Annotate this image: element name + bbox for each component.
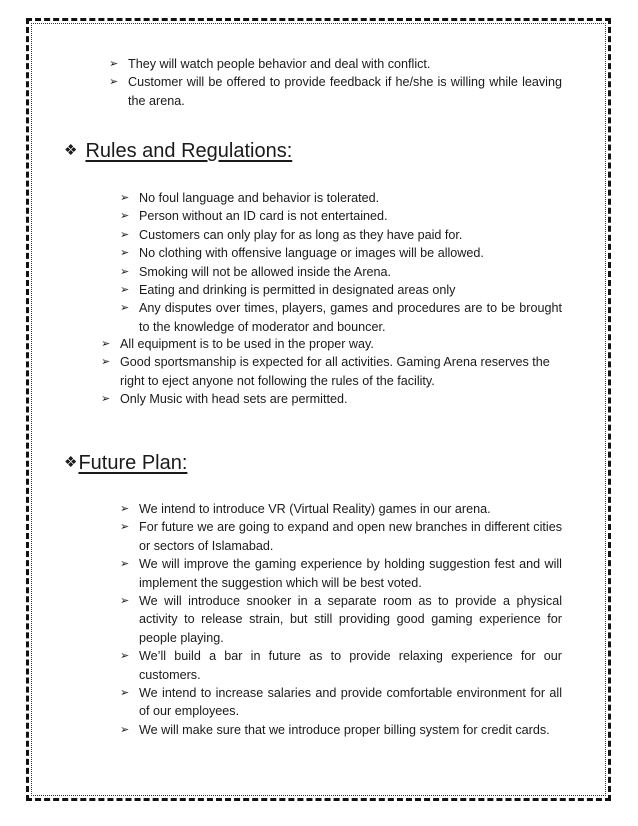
intro-list xyxy=(109,55,562,110)
arrow-bullet-icon: ➢ xyxy=(120,650,130,663)
arrow-bullet-icon: ➢ xyxy=(120,521,130,534)
list-item: ➢ Good sportsmanship is expected for all activities. Gaming Arena reserves the right to eject anyone not following the rules of the facility. xyxy=(101,355,550,388)
list-item: ➢ Smoking will not be allowed inside the Arena. xyxy=(139,263,562,281)
list-item: ➢ We intend to introduce VR (Virtual Reality) games in our arena. xyxy=(139,500,562,518)
arrow-bullet-icon: ➢ xyxy=(120,247,130,260)
list-item: ➢ We will introduce snooker in a separate room as to provide a physical activity to release strain, but still providing good gaming experience for people playing. xyxy=(120,594,562,645)
arrow-bullet-icon: ➢ xyxy=(120,558,130,571)
arrow-bullet-icon: ➢ xyxy=(120,687,130,700)
list-item: ➢ Customer will be offered to provide feedback if he/she is willing while leaving the arena. xyxy=(109,75,562,108)
list-item: ➢ Customers can only play for as long as they have paid for. xyxy=(139,226,562,244)
list-item: ➢ We will improve the gaming experience by holding suggestion fest and will implement the suggestion which will be best voted. xyxy=(120,557,562,590)
list-item: ➢ We will make sure that we introduce proper billing system for credit cards. xyxy=(139,721,562,739)
future-heading: ❖ Future Plan: xyxy=(64,452,188,474)
future-list xyxy=(120,500,562,739)
list-item: ➢ Eating and drinking is permitted in designated areas only xyxy=(139,281,562,299)
arrow-bullet-icon: ➢ xyxy=(101,393,111,406)
list-item: ➢ For future we are going to expand and open new branches in different cities or sectors of Islamabad. xyxy=(120,520,562,553)
list-item: ➢ Only Music with head sets are permitted. xyxy=(120,390,562,408)
arrow-bullet-icon: ➢ xyxy=(109,76,119,89)
rules-list xyxy=(101,335,562,409)
list-item: ➢ Person without an ID card is not entertained. xyxy=(139,207,562,225)
arrow-bullet-icon: ➢ xyxy=(120,595,130,608)
diamond-bullet-icon: ❖ xyxy=(64,454,78,471)
arrow-bullet-icon: ➢ xyxy=(120,503,130,515)
arrow-bullet-icon: ➢ xyxy=(120,210,130,223)
arrow-bullet-icon: ➢ xyxy=(109,58,119,70)
arrow-bullet-icon: ➢ xyxy=(120,228,130,241)
list-item: ➢ No clothing with offensive language or images will be allowed. xyxy=(139,244,562,262)
arrow-bullet-icon: ➢ xyxy=(120,192,130,204)
diamond-bullet-icon: ❖ xyxy=(64,142,78,159)
list-item: ➢ We’ll build a bar in future as to provide relaxing experience for our customers. xyxy=(120,649,562,682)
arrow-bullet-icon: ➢ xyxy=(120,302,130,315)
list-item: ➢ They will watch people behavior and deal with conflict. xyxy=(128,55,562,73)
arrow-bullet-icon: ➢ xyxy=(120,723,130,736)
rules-sub-list xyxy=(120,189,562,336)
arrow-bullet-icon: ➢ xyxy=(120,265,130,278)
arrow-bullet-icon: ➢ xyxy=(101,356,111,369)
arrow-bullet-icon: ➢ xyxy=(101,338,111,350)
list-item: ➢ Any disputes over times, players, games and procedures are to be brought to the knowledge of moderator and bouncer. xyxy=(120,301,562,334)
list-item: ➢ All equipment is to be used in the proper way. xyxy=(120,335,562,353)
list-item: ➢ We intend to increase salaries and provide comfortable environment for all of our employees. xyxy=(120,686,562,719)
rules-heading: ❖ Rules and Regulations: xyxy=(64,140,293,162)
list-item: ➢ No foul language and behavior is tolerated. xyxy=(139,189,562,207)
arrow-bullet-icon: ➢ xyxy=(120,284,130,297)
